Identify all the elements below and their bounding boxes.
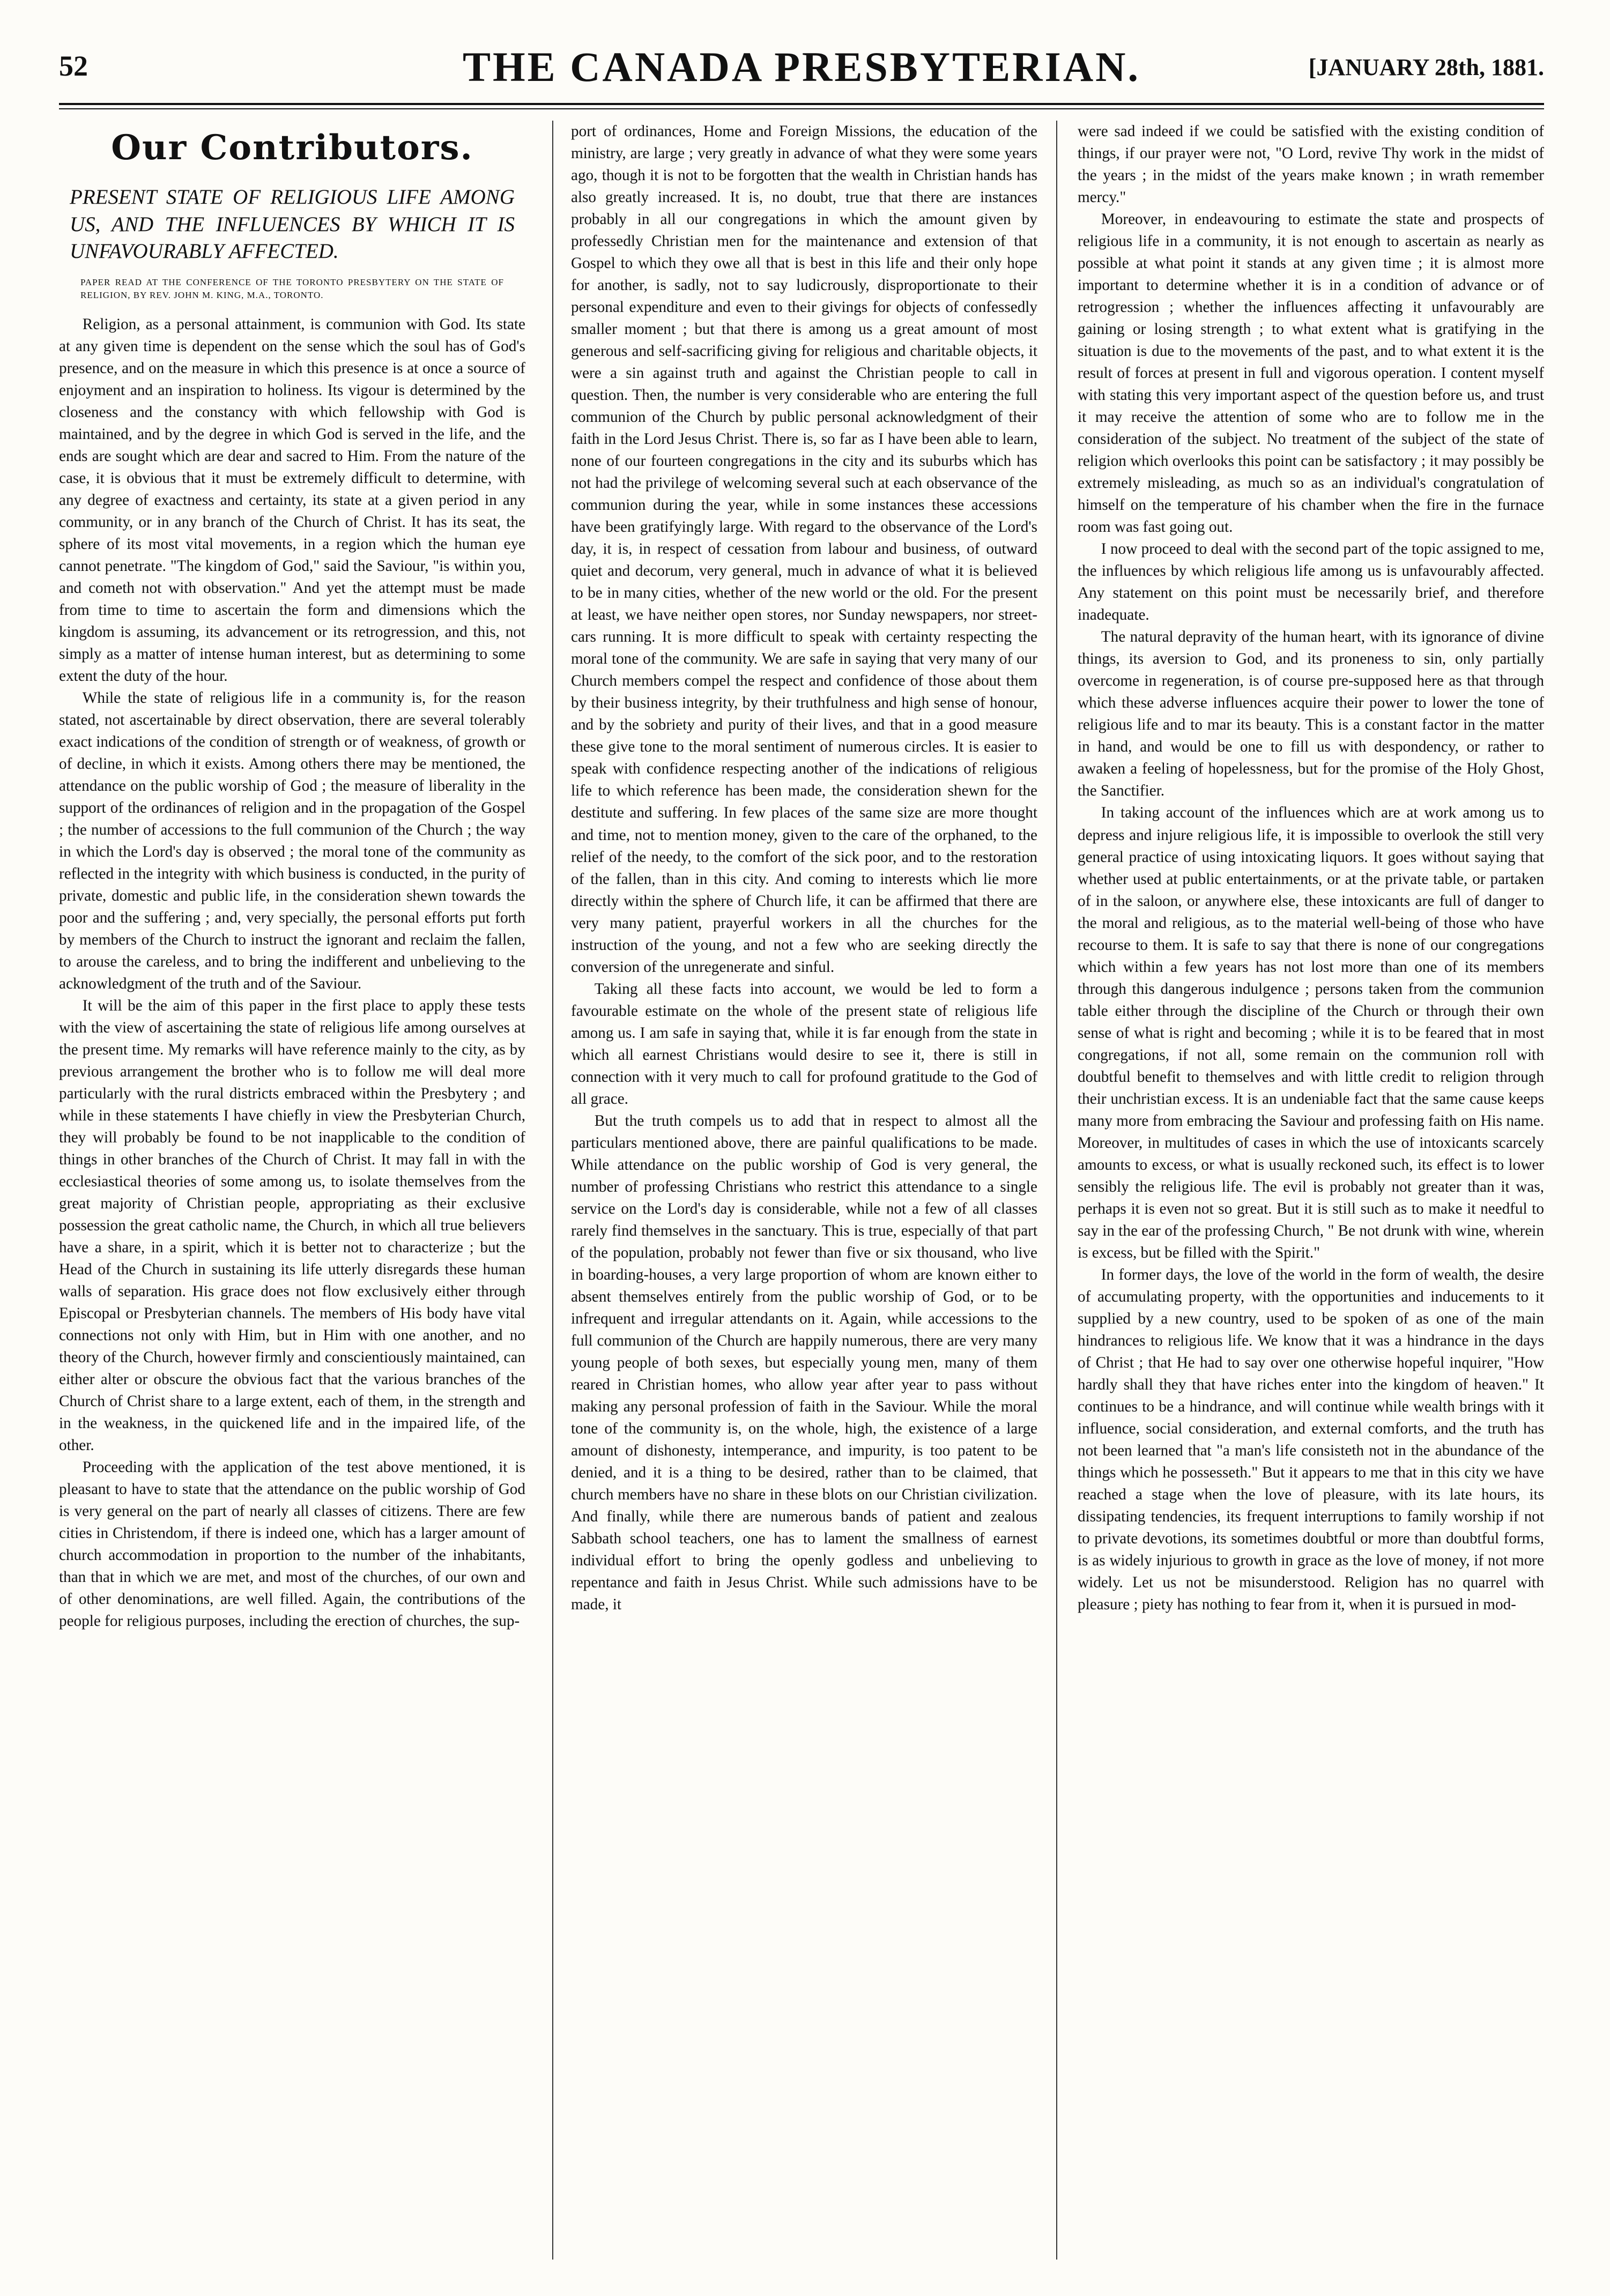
column-2	[571, 121, 1037, 2260]
paragraph: The natural depravity of the human heart, with its ignorance of divine things, its aversion to God, and its proneness to sin, only partially overcome in regeneration, is of course pre-supposed here as that through which these adverse influences acquire their power to lower the tone of religious life and to mar its beauty. This is a constant factor in the matter in hand, and would be one to fill us with despondency, or rather to awaken a feeling of hopelessness, but for the promise of the Holy Ghost, the Sanctifier.	[1078, 628, 1544, 800]
section-title: Our Contributors.	[111, 128, 473, 168]
page-number: 52	[59, 50, 88, 82]
column-1	[59, 121, 525, 2260]
paragraph: But the truth compels us to add that in respect to almost all the particulars mentioned above, there are painful qualifications to be made. While attendance on the public worship of God is very general, the number of professing Christians who restrict this attendance to a single service on the Lord's day is considerable, while not a few of all classes rarely find themselves in the sanctuary. This is true, especially of that part of the population, probably not fewer than five or six thousand, who live in boarding-houses, a very large proportion of whom are known either to absent themselves entirely from the public worship of God, or to be infrequent and irregular attendants on it. Again, while accessions to the full communion of the Church are happily numerous, there are very many young people of both sexes, but especially young men, many of them reared in Christian homes, who allow year after year to pass without making any personal profession of faith in the Saviour. While the moral tone of the community is, on the whole, high, the existence of a large amount of dishonesty, intemperance, and impurity, is too patent to be denied, and it is a thing to be desired, rather than to be claimed, that church members have no share in these blots on our Christian civilization. And finally, while there are numerous bands of patient and zealous Sabbath school teachers, one has to lament the smallness of earnest individual effort to bring the openly godless and unbelieving to repentance and faith in Jesus Christ. While such admissions have to be made, it	[571, 1112, 1037, 1614]
header-rule	[59, 103, 1544, 105]
paragraph: I now proceed to deal with the second part of the topic assigned to me, the influences by which religious life among us is unfavourably affected. Any statement on this point must be necessarily brief, and therefore inadequate.	[1078, 540, 1544, 624]
header-rule-thin	[59, 108, 1544, 109]
paragraph: port of ordinances, Home and Foreign Missions, the education of the ministry, are large ; very greatly in advance of what they were some years ago, though it is not to be forgotten that the wealth in Christian hands has also greatly increased. It is, no doubt, true that there are instances probably in all our congregations in which the amount given by professedly Christian men for the maintenance and extension of that Gospel to which they owe all that is best in this life and their only hope for another, is sadly, not to say ludicrously, disproportionate to their personal expenditure and even to their givings for objects of confessedly smaller moment ; but that there is among us a great amount of most generous and self-sacrificing giving for religious and charitable objects, it were a sin against truth and against the Christian people to call in question. Then, the number is very considerable who are entering the full communion of the Church by public personal acknowledgment of their faith in the Lord Jesus Christ. There is, so far as I have been able to learn, none of our fourteen congregations in the city and its suburbs which has not had the privilege of welcoming several such at each observance of the communion during the year, while in some instances these accessions have been gratifyingly large. With regard to the observance of the Lord's day, it is, in respect of cessation from labour and business, of outward quiet and decorum, very general, much in advance of what it is believed to be in many cities, whether of the new world or the old. For the present at least, we have neither open stores, nor Sunday newspapers, nor street-cars running. It is more difficult to speak with certainty respecting the moral tone of the community. We are safe in saying that very many of our Church members compel the respect and confidence of those about them by their business integrity, by their truthfulness and high sense of honour, and by the sobriety and purity of their lives, and that in a good measure these give tone to the moral sentiment of numerous circles. It is easier to speak with confidence respecting another of the indications of religious life to which reference has been made, the consideration shewn for the destitute and suffering. In few places of the same size are more thought and time, not to mention money, given to the care of the orphaned, to the relief of the needy, to the comfort of the sick poor, and to the restoration of the fallen, than in this city. And coming to interests which lie more directly within the sphere of Church life, it can be affirmed that there are very many patient, prayerful workers in all the churches for the instruction of the young, and not a few who are seeking directly the conversion of the unregenerate and sinful.	[571, 123, 1037, 976]
paragraph: were sad indeed if we could be satisfied with the existing condition of things, if our prayer were not, "O Lord, revive Thy work in the midst of the years ; in the midst of the years make known ; in wrath remember mercy."	[1078, 123, 1544, 206]
paragraph: While the state of religious life in a community is, for the reason stated, not ascertainable by direct observation, there are several tolerably exact indications of the condition of strength or of weakness, of growth or of decline, in which it exists. Among others there may be mentioned, the attendance on the public worship of God ; the measure of liberality in the support of the ordinances of religion and in the propagation of the Gospel ; the number of accessions to the full communion of the Church ; the way in which the Lord's day is observed ; the moral tone of the community as reflected in the integrity with which business is conducted, in the purity of private, domestic and public life, in the consideration shewn towards the poor and the suffering ; and, very specially, the personal efforts put forth by members of the Church to instruct the ignorant and reclaim the fallen, to arouse the careless, and to bring the indifferent and unbelieving to the acknowledgment of the truth and of the Saviour.	[59, 689, 525, 993]
column-divider	[552, 121, 553, 2260]
paragraph: Proceeding with the application of the test above mentioned, it is pleasant to have to state that the attendance on the public worship of God is very general on the part of nearly all classes of citizens. There are few cities in Christendom, if there is indeed one, which has a larger amount of church accommodation in proportion to the number of the inhabitants, than that in which we are met, and most of the churches, of our own and of other denominations, are well filled. Again, the contributions of the people for religious purposes, including the erection of churches, the sup-	[59, 1459, 525, 1630]
article-byline: PAPER READ AT THE CONFERENCE OF THE TORONTO PRESBYTERY ON THE STATE OF RELIGION, BY REV. JOHN M. KING, M.A., TORONTO.	[80, 277, 504, 300]
article-title: PRESENT STATE OF RELIGIOUS LIFE AMONG US, AND THE INFLUENCES BY WHICH IT IS UNFAVOURABLY AFFECTED.	[70, 185, 515, 263]
paragraph: In former days, the love of the world in the form of wealth, the desire of accumulating property, with the opportunities and inducements to it supplied by a new country, used to be spoken of as one of the main hindrances to religious life. We know that it was a hindrance in the days of Christ ; that He had to say over one otherwise hopeful inquirer, "How hardly shall they that have riches enter into the kingdom of heaven." It continues to be a hindrance, and will continue while wealth brings with it influence, social consideration, and external comforts, and the truth has not been learned that "a man's life consisteth not in the abundance of the things which he possesseth." But it appears to me that in this city we have reached a stage when the love of pleasure, with its late hours, its dissipating tendencies, its frequent interruptions to family worship if not to private devotions, its sometimes doubtful or more than doubtful forms, is as widely injurious to growth in grace as the love of money, if not more widely. Let us not be misunderstood. Religion has no quarrel with pleasure ; piety has nothing to fear from it, when it is pursued in mod-	[1078, 1266, 1544, 1614]
paragraph: Religion, as a personal attainment, is communion with God. Its state at any given time is dependent on the sense which the soul has of God's presence, and on the measure in which this presence is at once a source of enjoyment and an inspiration to holiness. Its vigour is determined by the closeness and the constancy with which fellowship with God is maintained, and by the degree in which God is served in the life, and the ends are sought which are dear and sacred to Him. From the nature of the case, it is obvious that it must be extremely difficult to determine, with any degree of exactness and certainty, its state at a given period in any community, or in any branch of the Church of Christ. It has its seat, the sphere of its most vital movements, in a region which the human eye cannot penetrate. "The kingdom of God," said the Saviour, "is within you, and cometh not with observation." And yet the attempt must be made from time to time to ascertain the form and dimensions which the kingdom is assuming, its advancement or its retrogression, and this, not simply as a matter of intense human interest, but as determining to some extent the duty of the hour.	[59, 315, 525, 685]
column-3	[1078, 121, 1544, 2260]
paragraph: Moreover, in endeavouring to estimate the state and prospects of religious life in a community, it is not enough to ascertain as nearly as possible at what point it stands at any given time ; it is almost more important to determine whether it is in a condition of advance or of retrogression ; whether the influences affecting it unfavourably are gaining or losing strength ; to what extent what is gratifying in the situation is due to the movements of the past, and to what extent it is the result of forces at present in full and vigorous operation. I content myself with stating this very important aspect of the question before us, and trust it may receive the attention of some who are to follow me in the consideration of the subject. No treatment of the subject of the state of religion which overlooks this point can be satisfactory ; it may possibly be extremely misleading, as much so as an individual's congratulation of himself on the temperature of his chamber when the fire in the furnace room was fast going out.	[1078, 211, 1544, 536]
paragraph: Taking all these facts into account, we would be led to form a favourable estimate on the whole of the present state of religious life among us. I am safe in saying that, while it is far enough from the state in which all earnest Christians would desire to see it, there is still in connection with it very much to call for profound gratitude to the God of all grace.	[571, 980, 1037, 1108]
page-header	[59, 21, 1544, 102]
publication-title: THE CANADA PRESBYTERIAN.	[462, 43, 1141, 90]
paragraph: In taking account of the influences which are at work among us to depress and injure religious life, it is impossible to overlook the still very general practice of using intoxicating liquors. It goes without saying that whether used at public entertainments, or at the private table, or partaken of in the saloon, or anywhere else, these intoxicants are full of danger to the moral and religious, as to the material well-being of those who have recourse to them. It is safe to say that there is none of our congregations which within a few years has not lost more than one of its members through this dangerous indulgence ; persons taken from the communion table either through the discipline of the Church or through their own sense of what is right and becoming ; while it is to be feared that in most congregations, if not all, some remain on the communion roll with doubtful benefit to themselves and with little credit to religion through their unchristian excess. It is an undeniable fact that the same cause keeps many more from embracing the Saviour and professing faith on His name. Moreover, in multitudes of cases in which the use of intoxicants scarcely amounts to excess, or what is usually reckoned such, its effect is to lower sensibly the religious life. The evil is probably not greater than it was, perhaps it is even not so great. But it is still such as to make it needful to say in the ear of the professing Church, " Be not drunk with wine, wherein is excess, but be filled with the Spirit."	[1078, 804, 1544, 1261]
column-divider	[1056, 121, 1057, 2260]
paragraph: It will be the aim of this paper in the first place to apply these tests with the view of ascertaining the state of religious life among ourselves at the present time. My remarks will have reference mainly to the city, as by previous arrangement the brother who is to follow me will deal more particularly with the rural districts embraced within the Presbytery ; and while in these statements I have chiefly in view the Presbyterian Church, they will probably be found to be not inapplicable to the condition of things in other branches of the Church of Christ. It may fall in with the ecclesiastical theories of some among us, to isolate themselves from the great majority of Christian people, appropriating as their exclusive possession the great catholic name, the Church, in which all true believers have a share, in a spirit, which it is better not to characterize ; but the Head of the Church in sustaining its life utterly disregards these human walls of separation. His grace does not flow exclusively either through Episcopal or Presbyterian channels. The members of His body have vital connections not only with Him, but in Him with one another, and no theory of the Church, however firmly and conscientiously maintained, can either alter or obscure the obvious fact that the various branches of the Church of Christ share to a large extent, each of them, in the strength and in the weakness, in the quickened life and in the impaired life, of the other.	[59, 997, 525, 1454]
issue-date: [JANUARY 28th, 1881.	[1308, 54, 1544, 80]
